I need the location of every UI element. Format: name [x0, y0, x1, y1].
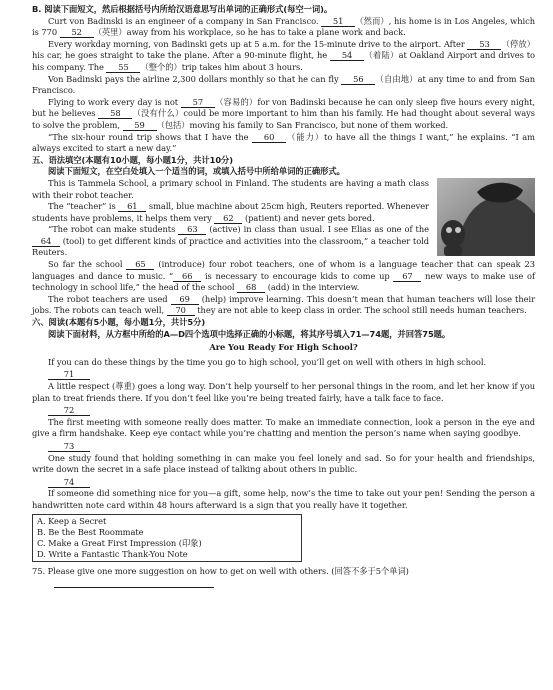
gap-74: [32, 477, 535, 489]
paragraph: “The six-hour round trip shows that I have the 60 （能力）to have all the things I want,” he explains. “I am always excited to start a new day.”: [32, 131, 535, 154]
options-box: [32, 514, 302, 563]
robot-head: [441, 220, 465, 248]
blank-58[interactable]: 58: [98, 109, 132, 119]
robot-teacher-image: [437, 178, 535, 256]
option-c: C. Make a Great First Impression (印象): [37, 537, 202, 548]
blank-61[interactable]: 61: [118, 202, 146, 212]
blank-52[interactable]: 52: [60, 28, 94, 38]
blank-72[interactable]: 72: [48, 406, 90, 416]
blank-54[interactable]: 54: [330, 51, 364, 61]
paragraph: The “teacher” is 61 small, blue machine about 25cm high, Reuters reported. Whenever students have problems, it helps them very 62 (patient) and never gets bored.: [32, 201, 429, 223]
paragraph: Every workday morning, von Badinski gets up at 5 a.m. for the 15-minute drive to the airport. After 53 （停放）his car, he goes straight to take the plane. After a 90-minute flight, he 54 （着陆）at Oakland Airport and drives to his company. The 55 （整个的）trip takes him about 3 hours.: [32, 38, 535, 72]
answer-line-75[interactable]: [54, 585, 214, 588]
blank-64[interactable]: 64: [32, 237, 60, 247]
gap-paragraph: If someone did something nice for you—a gift, some help, now’s the time to take out your pen! Sending the person a handwritten note card within 48 hours afterward is a sign that you really have it together.: [32, 488, 535, 510]
blank-69[interactable]: 69: [171, 295, 199, 305]
blank-55[interactable]: 55: [106, 63, 140, 73]
robot-body: [444, 246, 462, 256]
question-75: 75. Please give one more suggestion on how to get on well with others. (回答不多于5个单词): [32, 566, 409, 577]
section-6-heading: 六、阅读(本题有5小题，每小题1分，共计5分): [32, 317, 206, 328]
paragraph: The robot teachers are used 69 (help) improve learning. This doesn’t mean that human teachers will lose their jobs. The robots can teach well, 70 they are not able to keep class in order. The school still needs human teachers.: [32, 293, 535, 316]
passage-intro: If you can do these things by the time you go to high school, you’ll get on well with others in high school.: [48, 356, 487, 367]
blank-56[interactable]: 56: [341, 75, 375, 85]
robot-eye-left: [446, 227, 452, 233]
blank-74[interactable]: 74: [48, 478, 90, 488]
blank-62[interactable]: 62: [214, 214, 242, 224]
section-b-heading: B. 阅读下面短文，然后根据括号内所给汉语意思写出单词的正确形式(每空一词)。: [32, 4, 333, 14]
blank-51[interactable]: 51: [321, 17, 355, 27]
gap-73: [32, 441, 535, 453]
blank-67[interactable]: 67: [393, 272, 421, 282]
section-5-instruction: 阅读下面短文，在空白处填入一个适当的词，或填入括号中所给单词的正确形式。: [48, 166, 345, 177]
paragraph: So far the school 65 (introduce) four robot teachers, one of whom is a language teacher that can speak 23 languages and dance to music. “ 66 is necessary to encourage kids to come up 67 new ways to make use of technology in school life,” the head of the school 68 (add) in the interview.: [32, 259, 536, 293]
blank-66[interactable]: 66: [173, 272, 201, 282]
blank-59[interactable]: 59: [123, 121, 157, 131]
blank-68[interactable]: 68: [237, 283, 265, 293]
paragraph: Von Badinski pays the airline 2,300 dollars monthly so that he can fly 56 （自由地）at any time to and from San Francisco.: [32, 73, 535, 96]
blank-71[interactable]: 71: [48, 370, 90, 380]
gap-paragraph: One study found that holding something in can make you feel lonely and sad. So for your health and friendships, write down the secret in a safe place instead of talking about others in public.: [32, 452, 535, 475]
gap-71: [32, 369, 535, 381]
section-5-heading: 五、语法填空(本题有10小题，每小题1分，共计10分): [32, 154, 234, 165]
gap-paragraph: A little respect (尊重) goes a long way. Don’t help yourself to her personal things in the room, and let her know if you plan to treat friends there. If you don’t feel like you’re being treated fairly, have a talk face to face.: [32, 381, 535, 403]
blank-60[interactable]: 60: [252, 133, 286, 143]
option-a: A. Keep a Secret: [37, 515, 107, 526]
gap-72: [32, 405, 535, 417]
option-d: D. Write a Fantastic Thank-You Note: [37, 549, 188, 560]
paragraph: Flying to work every day is not 57 （容易的）for von Badinski because he can only sleep five hours every night, but he believes 58 （没有什么）could be more important to him than his family. He had thought about several ways to solve the problem, 59 （包括）moving his family to San Francisco, but none of them worked.: [32, 96, 535, 130]
paragraph: This is Tammela School, a primary school in Finland. The students are having a math class with their robot teacher.: [32, 177, 429, 200]
paragraph: “The robot can make students 63 (active) in class than usual. I see Elias as one of the 64 (tool) to get different kinds of practice and activities into the classroom,” a teacher told Reuters.: [32, 224, 429, 258]
blank-73[interactable]: 73: [48, 442, 90, 452]
robot-photo: [437, 178, 535, 256]
option-b: B. Be the Best Roommate: [37, 526, 144, 537]
paragraph: Curt von Badinski is an engineer of a company in San Francisco. 51 （然而）, his home is in Los Angeles, which is 770 52 （英里）away from his workplace, so he has to take a plane work and back.: [32, 15, 535, 38]
gap-paragraph: The first meeting with someone really does matter. To make an immediate connection, look a person in the eye and give a firm handshake. Keep eye contact while you’re chatting and mention the person’s name when saying goodbye.: [32, 416, 535, 439]
robot-eye-right: [455, 227, 461, 233]
blank-70[interactable]: 70: [167, 306, 195, 316]
passage-title: Are You Ready For High School?: [209, 342, 358, 353]
blank-63[interactable]: 63: [178, 225, 206, 235]
blank-53[interactable]: 53: [467, 40, 501, 50]
blank-57[interactable]: 57: [181, 98, 215, 108]
section-6-instruction: 阅读下面材料，从方框中所给的A—D四个选项中选择正确的小标题，将其序号填入71—74题，并回答75题。: [48, 328, 451, 339]
blank-65[interactable]: 65: [126, 260, 154, 270]
